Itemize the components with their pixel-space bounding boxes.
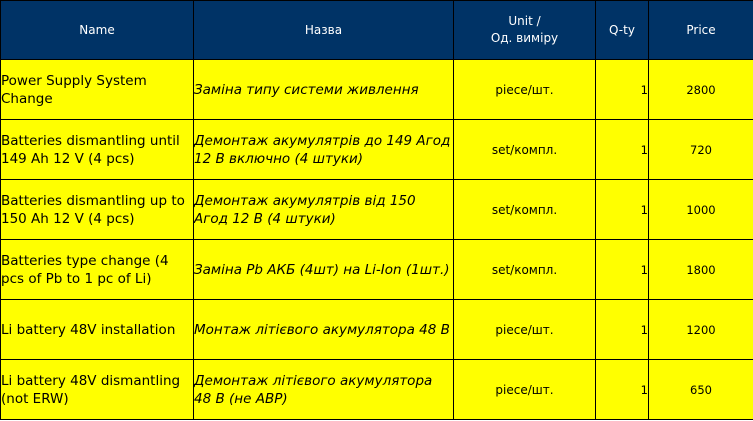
cell-name: Li battery 48V dismantling (not ERW) [1,360,194,420]
cell-unit: set/компл. [454,240,596,300]
column-header-name: Name [1,1,194,60]
column-header-ua-name: Назва [194,1,454,60]
table-row [1,60,753,120]
cell-unit: set/компл. [454,120,596,180]
column-header-qty: Q-ty [596,1,649,60]
cell-name: Li battery 48V installation [1,300,194,360]
cell-qty: 1 [596,360,649,420]
cell-unit: piece/шт. [454,300,596,360]
cell-name: Batteries dismantling until 149 Ah 12 V (4 pcs) [1,120,194,180]
cell-ua-name: Заміна типу системи живлення [194,60,454,120]
table-body [1,60,753,420]
table-row [1,240,753,300]
column-header-unit [454,1,596,60]
cell-ua-name: Демонтаж акумулятрів до 149 Агод 12 В включно (4 штуки) [194,120,454,180]
header-row [1,1,753,60]
table-row [1,300,753,360]
cell-price: 650 [649,360,753,420]
unit-header-line1: Unit / [508,14,541,28]
cell-price: 1000 [649,180,753,240]
cell-ua-name: Демонтаж літієвого акумулятора 48 В (не АВР) [194,360,454,420]
cell-qty: 1 [596,60,649,120]
column-header-price: Price [649,1,753,60]
unit-header-line2: Од. виміру [490,31,559,45]
cell-qty: 1 [596,300,649,360]
cell-ua-name: Заміна Pb АКБ (4шт) на Li-Ion (1шт.) [194,240,454,300]
cell-price: 720 [649,120,753,180]
cell-ua-name: Демонтаж акумулятрів від 150 Агод 12 В (4 штуки) [194,180,454,240]
cell-price: 1200 [649,300,753,360]
cell-qty: 1 [596,180,649,240]
cell-qty: 1 [596,120,649,180]
table-row [1,180,753,240]
table-row [1,360,753,420]
cell-name: Batteries dismantling up to 150 Ah 12 V (4 pcs) [1,180,194,240]
cell-price: 1800 [649,240,753,300]
cell-qty: 1 [596,240,649,300]
cell-unit: piece/шт. [454,60,596,120]
cell-name: Batteries type change (4 pcs of Pb to 1 pc of Li) [1,240,194,300]
cell-ua-name: Монтаж літієвого акумулятора 48 В [194,300,454,360]
cell-unit: set/компл. [454,180,596,240]
table-row [1,120,753,180]
table-header [1,1,753,60]
cell-unit: piece/шт. [454,360,596,420]
cell-price: 2800 [649,60,753,120]
cell-name: Power Supply System Change [1,60,194,120]
